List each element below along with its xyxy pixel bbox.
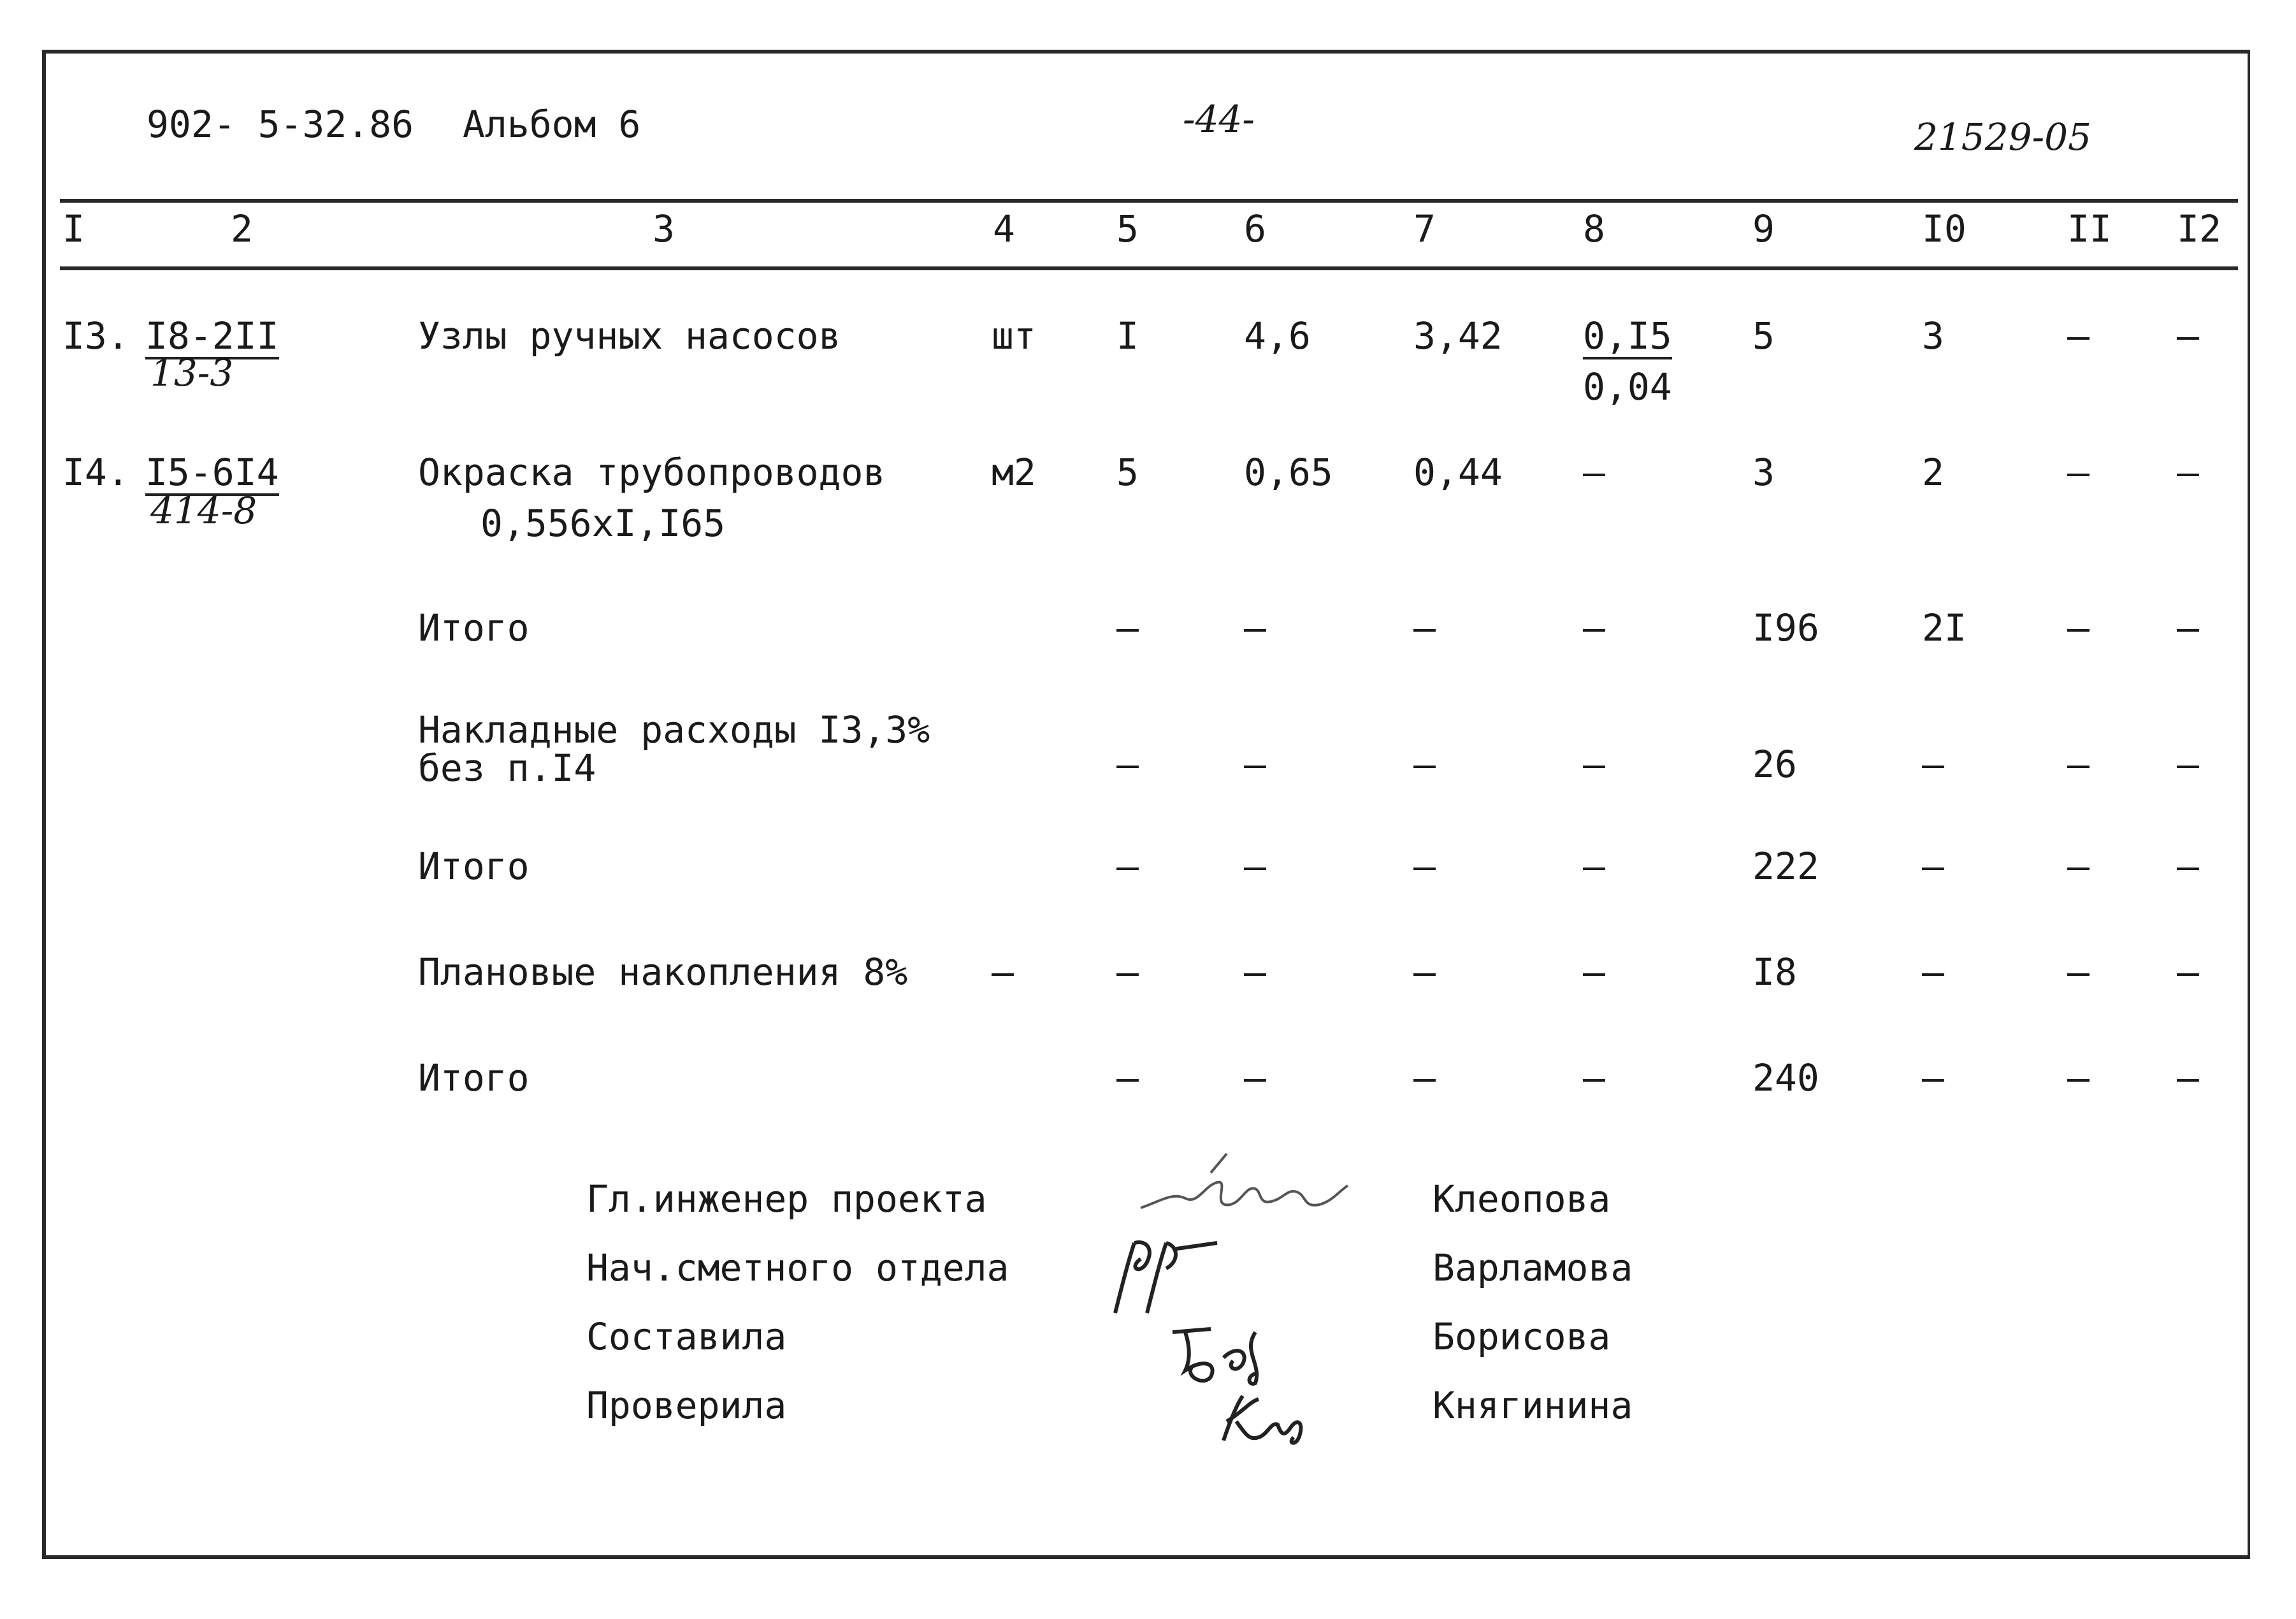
cell-12: – [2177, 1056, 2199, 1100]
cell-10: – [1922, 1056, 1944, 1100]
col-head-8: 8 [1583, 207, 1605, 250]
estimate-subcode: 414-8 [150, 489, 257, 532]
cell-6: – [1244, 845, 1266, 888]
cell-11: – [2067, 451, 2090, 494]
col-head-2: 2 [231, 207, 253, 250]
cell-9: 240 [1752, 1056, 1819, 1100]
row-number: I3. [62, 314, 129, 358]
cell-10: 3 [1922, 314, 1944, 358]
cell-10: – [1922, 950, 1944, 994]
col-head-4: 4 [993, 207, 1015, 250]
unit: шт [992, 314, 1036, 358]
signature-name: Варламова [1433, 1246, 1633, 1289]
cell-7: – [1413, 845, 1436, 888]
album-label: Альбом 6 [463, 103, 641, 146]
cell-9: I8 [1752, 950, 1797, 994]
cell-5: – [1116, 606, 1139, 650]
cell-8: – [1583, 451, 1605, 494]
cell-7: – [1413, 743, 1436, 786]
cell-6: – [1244, 743, 1266, 786]
signature-role: Составила [586, 1315, 787, 1358]
cell-6: 4,6 [1244, 314, 1311, 358]
estimate-subcode: 13-3 [150, 351, 234, 395]
cell-8: – [1583, 845, 1605, 888]
col-head-5: 5 [1116, 207, 1139, 250]
cell-10: – [1922, 743, 1944, 786]
cell-5: – [1116, 743, 1139, 786]
cell-6: – [1244, 1056, 1266, 1100]
col-head-11: II [2067, 207, 2112, 250]
signature-role: Проверила [586, 1384, 787, 1427]
total-label: Плановые накопления 8% [418, 950, 908, 994]
cell-8: – [1583, 950, 1605, 994]
cell-10: – [1922, 845, 1944, 888]
cell-7: – [1413, 1056, 1436, 1100]
col-head-6: 6 [1244, 207, 1266, 250]
header-rule-top [60, 199, 2238, 203]
handwritten-signature-4 [1211, 1383, 1319, 1453]
header-rule-bottom [60, 266, 2238, 270]
page-number: -44- [1183, 98, 1255, 141]
cell-9: 3 [1752, 451, 1775, 494]
cell-5: – [1116, 845, 1139, 888]
item-name-detail: 0,556xI,I65 [480, 502, 726, 545]
cell-7: 3,42 [1413, 314, 1503, 358]
cell-12: – [2177, 743, 2199, 786]
unit: м2 [992, 451, 1036, 494]
doc-code: 902- 5-32.86 [147, 103, 414, 146]
col-head-1: I [62, 207, 85, 250]
cell-9: 222 [1752, 845, 1819, 888]
cell-9: I96 [1752, 606, 1819, 650]
cell-5: I [1116, 314, 1139, 358]
cell-8-bottom: 0,04 [1583, 365, 1672, 409]
cell-12: – [2177, 314, 2199, 358]
stamp-number: 21529-05 [1914, 115, 2091, 159]
cell-11: – [2067, 743, 2090, 786]
cell-11: – [2067, 845, 2090, 888]
cell-6: – [1244, 606, 1266, 650]
cell-8-top: 0,I5 [1583, 317, 1672, 359]
total-label: Итого [418, 845, 530, 888]
cell-5: – [1116, 1056, 1139, 1100]
handwritten-signature-3 [1166, 1307, 1281, 1390]
col-head-7: 7 [1413, 207, 1436, 250]
col-head-12: I2 [2177, 207, 2221, 250]
estimate-code: I5-6I4 [145, 454, 279, 496]
handwritten-signature-1 [1134, 1147, 1357, 1237]
cell-10: 2 [1922, 451, 1944, 494]
cell-5: – [1116, 950, 1139, 994]
cell-12: – [2177, 845, 2199, 888]
cell-8: – [1583, 1056, 1605, 1100]
cell-7: – [1413, 950, 1436, 994]
cell-5: 5 [1116, 451, 1139, 494]
signature-role: Нач.сметного отдела [586, 1246, 1009, 1289]
cell-12: – [2177, 950, 2199, 994]
signature-name: Борисова [1433, 1315, 1611, 1358]
cell-6: 0,65 [1244, 451, 1333, 494]
estimate-code: I8-2II [145, 317, 279, 359]
cell-4: – [992, 950, 1014, 994]
cell-11: – [2067, 314, 2090, 358]
cell-7: – [1413, 606, 1436, 650]
total-label: Итого [418, 1056, 530, 1100]
signature-name: Клеопова [1433, 1177, 1611, 1221]
signature-role: Гл.инженер проекта [586, 1177, 987, 1221]
total-label: Накладные расходы I3,3% [418, 708, 930, 751]
cell-12: – [2177, 451, 2199, 494]
cell-7: 0,44 [1413, 451, 1503, 494]
total-label-detail: без п.I4 [418, 746, 596, 790]
cell-11: – [2067, 1056, 2090, 1100]
cell-11: – [2067, 606, 2090, 650]
col-head-3: 3 [653, 207, 675, 250]
cell-8: – [1583, 606, 1605, 650]
cell-8: – [1583, 743, 1605, 786]
cell-9: 5 [1752, 314, 1775, 358]
cell-6: – [1244, 950, 1266, 994]
col-head-9: 9 [1752, 207, 1775, 250]
item-name: Окраска трубопроводов [418, 451, 886, 494]
cell-10: 2I [1922, 606, 1967, 650]
total-label: Итого [418, 606, 530, 650]
item-name: Узлы ручных насосов [418, 314, 841, 358]
row-number: I4. [62, 451, 129, 494]
cell-11: – [2067, 950, 2090, 994]
signature-name: Княгинина [1433, 1384, 1633, 1427]
cell-12: – [2177, 606, 2199, 650]
col-head-10: I0 [1922, 207, 1967, 250]
document-sheet [42, 50, 2250, 1559]
cell-9: 26 [1752, 743, 1797, 786]
